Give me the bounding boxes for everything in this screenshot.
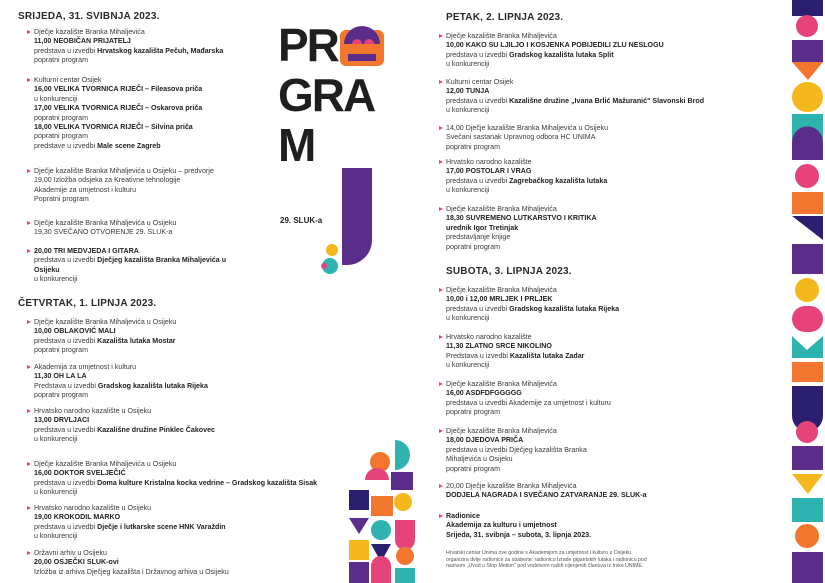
event-line <box>446 455 587 464</box>
event-line <box>446 186 607 195</box>
event-line <box>34 266 226 275</box>
event-venue <box>34 167 214 176</box>
line-text: DODJELA NAGRADA I SVEČANO ZATVARANJE 29. SLUK-a <box>446 491 647 500</box>
line-prefix: predstava u izvedbi <box>34 336 98 345</box>
line-text: popratni program <box>34 56 89 65</box>
day-heading: PETAK, 2. LIPNJA 2023. <box>446 12 564 23</box>
venue-text: Hrvatsko narodno kazalište u Osijeku <box>34 504 152 512</box>
event-line <box>34 95 202 104</box>
event-item <box>34 76 202 151</box>
event-line <box>446 233 597 242</box>
event-line <box>34 416 215 425</box>
event-venue <box>34 460 317 469</box>
event-line <box>446 352 584 361</box>
line-text: u konkurenciji <box>34 94 78 103</box>
line-text: 12,00 TUNJA <box>446 87 490 96</box>
event-line <box>446 465 587 474</box>
bullet-arrow-icon <box>439 484 443 488</box>
note-line: nazivom „Uvod u Stop Motion" pod vodstvom naših cijenjenih članova iz Irske UNIME. <box>446 563 644 570</box>
event-line <box>34 104 202 113</box>
event-line <box>446 243 597 252</box>
event-line <box>446 41 664 50</box>
line-performer: Male scene Zagreb <box>97 141 161 150</box>
event-line <box>34 256 226 265</box>
event-line <box>34 123 202 132</box>
event-line <box>446 106 704 115</box>
day-heading: ČETVRTAK, 1. LIPNJA 2023. <box>18 298 157 309</box>
event-line <box>34 186 214 195</box>
day-heading: SUBOTA, 3. LIPNJA 2023. <box>446 266 572 277</box>
line-text: predstava u izvedbi Akademije za umjetnost i kulturu <box>446 398 611 407</box>
line-text: u konkurenciji <box>34 532 78 541</box>
event-line <box>446 87 704 96</box>
line-text: Akademije za umjetnost i kulturu <box>34 185 137 194</box>
line-prefix: predstave u izvedbi <box>34 141 98 150</box>
event-venue <box>446 32 664 41</box>
line-text: predstava u izvedbi Dječjeg kazališta Branka <box>446 445 587 454</box>
venue-text: 14,00 Dječje kazalište Branka Mihaljevića u Osijeku <box>446 124 609 132</box>
note-line: organizira dvije radionice za studente: radionicu Izrade gigantskih lutaka i radionicu pod <box>446 556 647 563</box>
event-item <box>34 504 226 542</box>
line-text: 17,00 VELIKA TVORNICA RIJEČI – Oskarova priča <box>34 104 203 113</box>
bullet-arrow-icon <box>439 160 443 164</box>
line-text: 10,00 KAKO SU LJILJO I KOSJENKA POBIJEDILI ZLU NESLOGU <box>446 41 664 50</box>
event-venue <box>34 363 208 372</box>
line-performer: Dječje i lutkarske scene HNK Varaždin <box>97 522 226 531</box>
line-text: u konkurenciji <box>34 435 78 444</box>
event-line <box>446 97 704 106</box>
line-prefix: predstava u izvedbi <box>34 256 98 265</box>
event-venue <box>34 549 229 558</box>
venue-text: Dječje kazalište Branka Mihaljevića u Osijeku – predvorje <box>34 167 214 175</box>
logo-face-icon <box>338 24 388 70</box>
bullet-arrow-icon <box>27 221 31 225</box>
line-text: 19,30 SVEČANO OTVORENJE 29. SLUK-a <box>34 228 173 237</box>
event-line <box>34 275 226 284</box>
event-line <box>34 337 176 346</box>
event-line <box>34 37 223 46</box>
line-text: Akademija za kulturu i umjetnost <box>446 521 557 530</box>
line-text: u konkurenciji <box>34 275 78 284</box>
line-text: 11,30 OH LA LA <box>34 372 87 381</box>
venue-text: Dječje kazalište Branka Mihaljevića <box>446 427 557 435</box>
venue-text: Dječje kazalište Branka Mihaljevića <box>446 286 557 294</box>
event-item <box>446 380 611 418</box>
event-line <box>446 133 608 142</box>
event-line <box>34 558 229 567</box>
decorative-cluster <box>345 440 420 583</box>
event-venue <box>446 124 608 133</box>
event-line <box>446 446 587 455</box>
bullet-arrow-icon <box>439 429 443 433</box>
bullet-arrow-icon <box>439 382 443 386</box>
event-line <box>34 327 176 336</box>
line-text: u konkurenciji <box>446 60 490 69</box>
event-item <box>34 549 229 577</box>
event-line <box>34 513 226 522</box>
line-text: Mihaljevića u Osijeku <box>446 455 513 464</box>
event-venue <box>34 504 226 513</box>
day-heading: SRIJEDA, 31. SVIBNJA 2023. <box>18 11 160 22</box>
bullet-arrow-icon <box>27 365 31 369</box>
bullet-arrow-icon <box>27 78 31 82</box>
line-text: 16,00 VELIKA TVORNICA RIJEČI – Fileasova priča <box>34 85 203 94</box>
line-text: popratni program <box>34 346 89 355</box>
event-line <box>446 224 597 233</box>
bullet-arrow-icon <box>439 514 443 518</box>
venue-text: Dječje kazalište Branka Mihaljevića <box>446 205 557 213</box>
event-item <box>446 333 584 371</box>
line-text: u konkurenciji <box>446 361 490 370</box>
event-venue <box>34 76 202 85</box>
line-text: 10,00 i 12,00 MRLJEK I PRLJEK <box>446 295 553 304</box>
note-line: Hrvatski centar Unima ove godine s Akademijom za umjetnost i kulturu u Osijeku <box>446 550 632 556</box>
event-line <box>34 195 214 204</box>
bullet-arrow-icon <box>27 506 31 510</box>
event-line <box>446 214 597 223</box>
bullet-arrow-icon <box>439 207 443 211</box>
logo-subtitle: 29. SLUK-a <box>280 216 323 225</box>
event-line <box>34 228 176 237</box>
bullet-arrow-icon <box>439 126 443 130</box>
event-line <box>446 167 607 176</box>
line-text: popratni program <box>34 391 89 400</box>
line-text: Izložba odsjeka za Kreativne tehnologije <box>53 176 181 185</box>
event-line <box>446 177 607 186</box>
line-text: u konkurenciji <box>446 186 490 195</box>
venue-text: Dječje kazalište Branka Mihaljevića u Osijeku <box>34 460 177 468</box>
line-text: popratni program <box>34 132 89 141</box>
line-performer: Osijeku <box>34 265 60 274</box>
event-line <box>34 176 214 185</box>
event-item <box>446 482 647 501</box>
event-line <box>34 114 202 123</box>
event-line <box>446 60 664 69</box>
event-line <box>34 47 223 56</box>
event-item <box>446 158 607 196</box>
bullet-arrow-icon <box>439 335 443 339</box>
venue-text: Radionice <box>446 512 480 520</box>
line-prefix: predstava u izvedbi <box>446 96 510 105</box>
bullet-arrow-icon <box>439 34 443 38</box>
event-line <box>34 479 317 488</box>
line-text: popratni program <box>34 113 89 122</box>
event-item <box>446 32 664 70</box>
line-text: Izložba iz arhiva Dječjeg kazališta i Državnog arhiva u Osijeku <box>34 567 229 576</box>
venue-text: Kulturni centar Osijek <box>34 76 102 84</box>
line-performer: Kazališta lutaka Mostar <box>97 336 176 345</box>
line-text: 13,00 DRVLJACI <box>34 416 90 425</box>
line-text: u konkurenciji <box>34 488 78 497</box>
event-venue <box>446 158 607 167</box>
event-item <box>446 427 587 474</box>
event-item <box>34 28 223 66</box>
line-text: popratni program <box>446 408 501 417</box>
line-prefix: predstava u izvedbi <box>446 50 510 59</box>
event-line <box>34 532 226 541</box>
line-text: 10,00 OBLAKOVIĆ MALI <box>34 327 116 336</box>
venue-text: Dječje kazalište Branka Mihaljevića u Osijeku <box>34 219 177 227</box>
bullet-arrow-icon <box>27 169 31 173</box>
event-line <box>34 132 202 141</box>
line-performer: Kazališne družine „Ivana Brlić Mažuranić" Slavonski Brod <box>509 96 705 105</box>
event-item <box>446 124 608 152</box>
venue-text: Hrvatsko narodno kazalište <box>446 333 532 341</box>
event-venue <box>34 407 215 416</box>
event-line <box>34 382 208 391</box>
event-venue <box>446 286 619 295</box>
logo-line-2: GRA <box>278 69 375 121</box>
event-venue <box>446 512 591 521</box>
line-text: Svečani sastanak Upravnog odbora HC UNIMA <box>446 133 596 142</box>
event-line <box>34 568 229 577</box>
line-text: 11,00 NEOBIČAN PRIJATELJ <box>34 37 131 46</box>
line-performer: Kazališta lutaka Zadar <box>509 351 585 360</box>
line-performer: Dječjeg kazališta Branka Mihaljevića u <box>97 256 227 265</box>
event-line <box>446 295 619 304</box>
logo-line-1: PR <box>278 19 338 71</box>
venue-text: Dječje kazalište Branka Mihaljevića <box>446 380 557 388</box>
line-text: Srijeda, 31. svibnja – subota, 3. lipnja 2023. <box>446 530 592 539</box>
venue-text: 20,00 Dječje kazalište Branka Mihaljevića <box>446 482 577 490</box>
venue-text: Državni arhiv u Osijeku <box>34 549 107 557</box>
logo-line-3: M <box>278 119 315 171</box>
event-line <box>446 491 647 500</box>
line-prefix: predstava u izvedbi <box>446 304 510 313</box>
event-line <box>446 361 584 370</box>
event-item <box>446 78 704 116</box>
event-line <box>34 523 226 532</box>
event-venue <box>446 482 647 491</box>
line-text: 18,00 VELIKA TVORNICA RIJEČI – Silvina priča <box>34 123 193 132</box>
line-text: 18,30 SUVREMENO LUTKARSTVO I KRITIKA <box>446 214 597 223</box>
venue-text: Dječje kazalište Branka Mihaljevića <box>34 28 145 36</box>
line-text: popratni program <box>446 242 501 251</box>
event-venue <box>446 205 597 214</box>
line-text: predstavljanje knjige <box>446 233 511 242</box>
line-text: Popratni program <box>34 195 89 204</box>
line-performer: Hrvatskog kazališta Pečuh, Mađarska <box>97 46 224 55</box>
line-text: 11,30 ZLATNO SRCE NIKOLINO <box>446 342 552 351</box>
line-text: 20,00 OSJEČKI SLUK-ovi <box>34 558 119 567</box>
bullet-arrow-icon <box>27 551 31 555</box>
line-performer: Kazališne družine Pinklec Čakovec <box>97 425 215 434</box>
line-prefix: predstava u izvedbi <box>34 425 98 434</box>
event-item <box>34 407 215 445</box>
program-logo <box>278 20 408 280</box>
bullet-arrow-icon <box>439 80 443 84</box>
event-line <box>446 314 619 323</box>
event-item <box>34 318 176 356</box>
event-venue <box>446 380 611 389</box>
event-venue <box>446 78 704 87</box>
decorative-strip <box>790 0 825 583</box>
venue-text: Dječje kazalište Branka Mihaljevića <box>446 32 557 40</box>
event-line <box>446 389 611 398</box>
event-line <box>446 143 608 152</box>
bullet-arrow-icon <box>27 409 31 413</box>
event-line <box>446 408 611 417</box>
line-text: popratni program <box>446 142 501 151</box>
event-item <box>446 205 597 252</box>
line-performer: Doma kulture Kristalna kocka vedrine – Gradskog kazališta Sisak <box>97 478 318 487</box>
event-line <box>446 51 664 60</box>
event-line <box>34 142 202 151</box>
line-text: 18,00 DJEDOVA PRIČA <box>446 436 524 445</box>
line-text: popratni program <box>446 464 501 473</box>
event-line <box>34 435 215 444</box>
event-item <box>34 247 226 285</box>
line-prefix: predstava u izvedbi <box>34 522 98 531</box>
event-line <box>34 56 223 65</box>
event-item <box>446 286 619 324</box>
event-venue <box>34 219 176 228</box>
logo-j-shape-icon <box>320 168 376 278</box>
event-line <box>34 372 208 381</box>
event-line <box>446 531 591 540</box>
event-line <box>34 469 317 478</box>
line-text: 16,00 ASDFDFGGGGG <box>446 389 522 398</box>
bullet-arrow-icon <box>27 462 31 466</box>
bullet-arrow-icon <box>27 249 31 253</box>
bullet-arrow-icon <box>27 320 31 324</box>
event-venue <box>34 247 226 256</box>
venue-text: Hrvatsko narodno kazalište u Osijeku <box>34 407 152 415</box>
event-line <box>446 305 619 314</box>
workshop-note <box>446 550 696 570</box>
event-line <box>446 342 584 351</box>
event-line <box>446 399 611 408</box>
line-text: u konkurenciji <box>446 314 490 323</box>
venue-text: 20,00 TRI MEDVJEDA I GITARA <box>34 247 139 255</box>
line-prefix: predstava u izvedbi <box>34 478 98 487</box>
line-prefix: predstava u izvedbi <box>34 46 98 55</box>
line-prefix: Predstava u izvedbi <box>446 351 510 360</box>
event-line <box>34 391 208 400</box>
line-prefix: predstava u izvedbi <box>446 176 510 185</box>
event-line <box>34 426 215 435</box>
bullet-arrow-icon <box>27 30 31 34</box>
line-text: 16,00 DOKTOR SVELJEČIĆ <box>34 469 126 478</box>
event-item <box>34 167 214 205</box>
event-line <box>34 85 202 94</box>
line-text: urednik Igor Tretinjak <box>446 223 519 232</box>
event-item <box>34 219 176 238</box>
event-line <box>446 436 587 445</box>
event-line <box>446 521 591 530</box>
venue-text: Akademija za umjetnost i kulturu <box>34 363 137 371</box>
venue-text: Hrvatsko narodno kazalište <box>446 158 532 166</box>
line-text: 17,00 POSTOLAR I VRAG <box>446 167 532 176</box>
bullet-arrow-icon <box>439 288 443 292</box>
event-venue <box>34 28 223 37</box>
line-performer: Gradskog kazališta lutaka Split <box>509 50 614 59</box>
line-prefix: Predstava u izvedbi <box>34 381 98 390</box>
line-prefix: 19,00 <box>34 176 54 185</box>
event-line <box>34 346 176 355</box>
event-venue <box>446 427 587 436</box>
line-text: 19,00 KROKODIL MARKO <box>34 513 121 522</box>
event-item <box>34 460 317 498</box>
line-performer: Zagrebačkog kazališta lutaka <box>509 176 608 185</box>
event-line <box>34 488 317 497</box>
venue-text: Dječje kazalište Branka Mihaljevića u Osijeku <box>34 318 177 326</box>
line-performer: Gradskog kazališta lutaka Rijeka <box>509 304 620 313</box>
event-item <box>446 512 591 540</box>
line-performer: Gradskog kazališta lutaka Rijeka <box>97 381 208 390</box>
event-item <box>34 363 208 401</box>
line-text: u konkurenciji <box>446 106 490 115</box>
event-venue <box>34 318 176 327</box>
venue-text: Kulturni centar Osijek <box>446 78 514 86</box>
event-venue <box>446 333 584 342</box>
